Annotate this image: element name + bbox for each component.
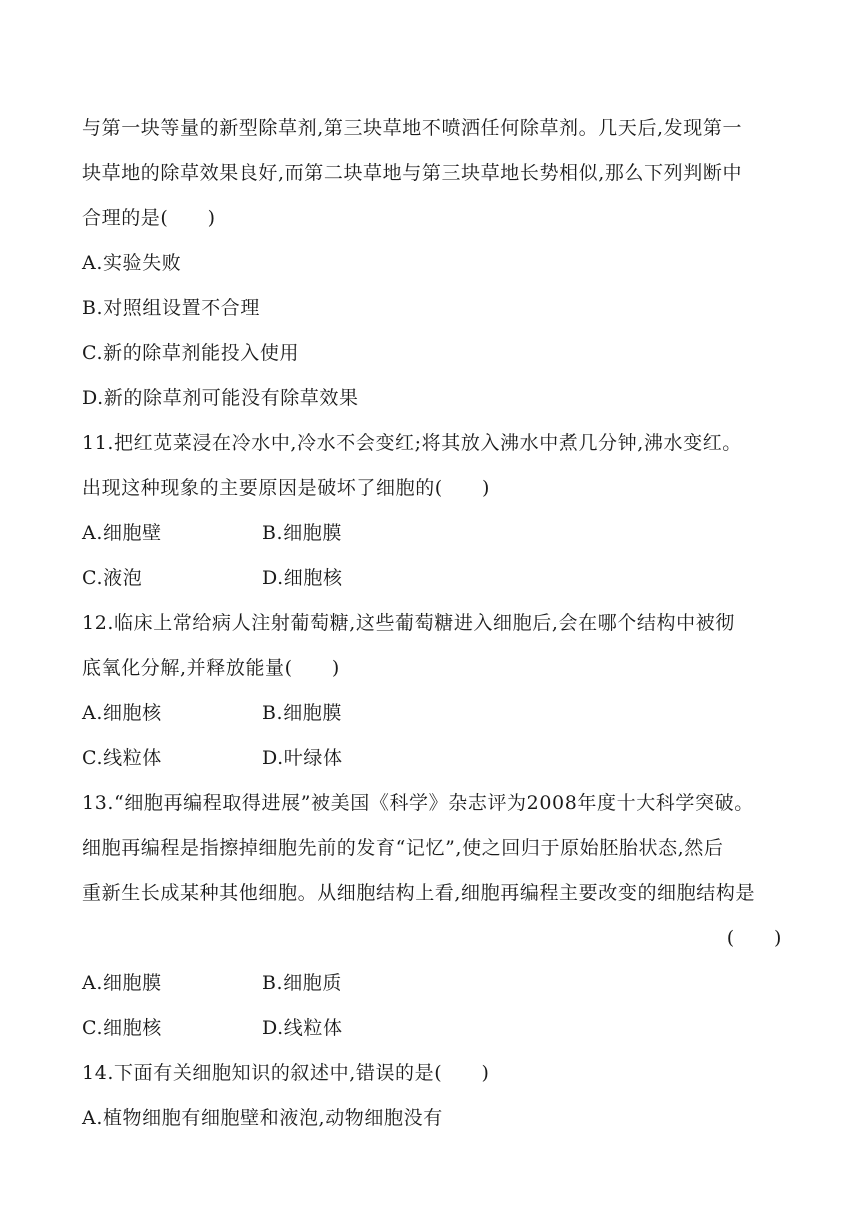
q13-option-d: D.线粒体 <box>262 1017 343 1039</box>
q13-text-line-3: 重新生长成某种其他细胞。从细胞结构上看,细胞再编程主要改变的细胞结构是 <box>82 882 756 904</box>
q10-text-line-3: 合理的是( ) <box>82 207 216 229</box>
q10-text-line-2: 块草地的除草效果良好,而第二块草地与第三块草地长势相似,那么下列判断中 <box>82 162 743 184</box>
q10-option-c: C.新的除草剂能投入使用 <box>82 342 300 364</box>
q12-option-d: D.叶绿体 <box>262 747 343 769</box>
q14-text-line-1: 14.下面有关细胞知识的叙述中,错误的是( ) <box>82 1062 490 1084</box>
q13-text-line-2: 细胞再编程是指擦掉细胞先前的发育“记忆”,使之回归于原始胚胎状态,然后 <box>82 837 724 859</box>
q12-option-c: C.线粒体 <box>82 747 162 769</box>
q11-option-a: A.细胞壁 <box>82 522 162 544</box>
q10-text-line-1: 与第一块等量的新型除草剂,第三块草地不喷洒任何除草剂。几天后,发现第一 <box>82 117 743 139</box>
q11-text-line-1: 11.把红苋菜浸在冷水中,冷水不会变红;将其放入沸水中煮几分钟,沸水变红。 <box>82 432 742 454</box>
q13-option-a: A.细胞膜 <box>82 972 162 994</box>
q11-option-d: D.细胞核 <box>262 567 343 589</box>
q12-text-line-1: 12.临床上常给病人注射葡萄糖,这些葡萄糖进入细胞后,会在哪个结构中被彻 <box>82 612 735 634</box>
q11-option-c: C.液泡 <box>82 567 143 589</box>
q13-answer-bracket: ( ) <box>726 927 782 949</box>
q11-option-b: B.细胞膜 <box>262 522 343 544</box>
q12-text-line-2: 底氧化分解,并释放能量( ) <box>82 657 340 679</box>
q13-text-line-1: 13.“细胞再编程取得进展”被美国《科学》杂志评为2008年度十大科学突破。 <box>82 792 754 814</box>
q10-option-b: B.对照组设置不合理 <box>82 297 261 319</box>
q12-option-a: A.细胞核 <box>82 702 162 724</box>
q13-option-c: C.细胞核 <box>82 1017 162 1039</box>
q12-option-b: B.细胞膜 <box>262 702 343 724</box>
q11-text-line-2: 出现这种现象的主要原因是破坏了细胞的( ) <box>82 477 491 499</box>
q14-option-a: A.植物细胞有细胞壁和液泡,动物细胞没有 <box>82 1107 443 1129</box>
q13-option-b: B.细胞质 <box>262 972 343 994</box>
q10-option-a: A.实验失败 <box>82 252 182 274</box>
q10-option-d: D.新的除草剂可能没有除草效果 <box>82 387 359 409</box>
